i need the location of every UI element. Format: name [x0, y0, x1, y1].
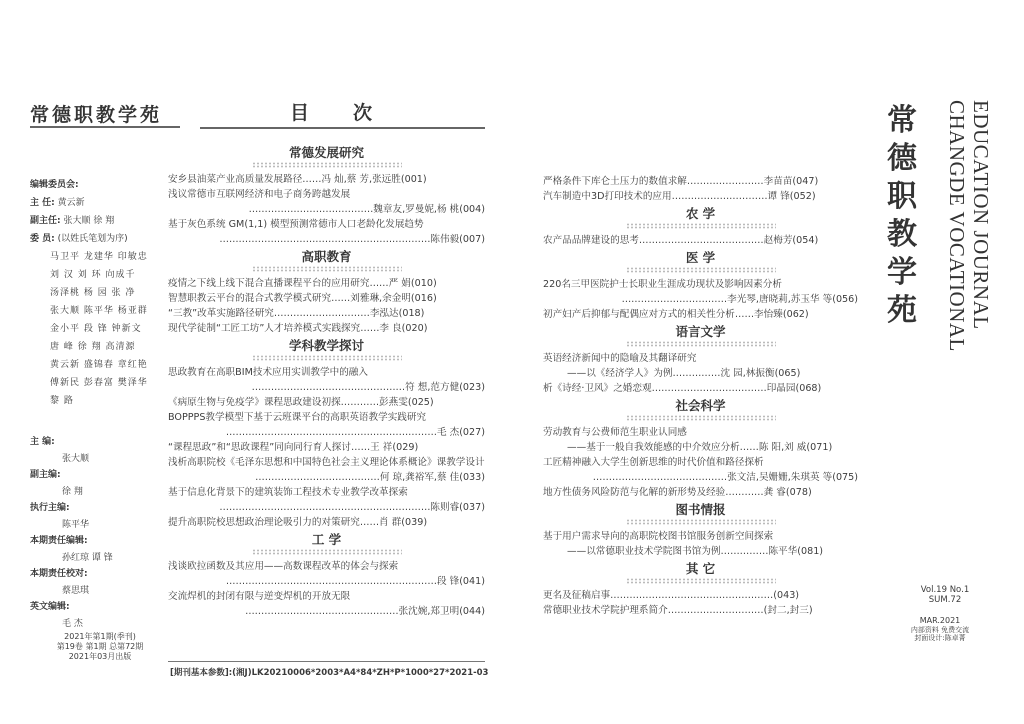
vice-label: 副主任: [30, 216, 61, 226]
toc-entry[interactable]: 基于用户需求导向的高职院校图书馆服务创新空间探索 [543, 531, 774, 542]
member-row: 马卫平 龙建华 印敏忠 [50, 252, 148, 262]
toc-entry[interactable]: 更名及征稿启事……………………………………………(043) [543, 590, 800, 601]
toc-entry[interactable]: …………………………………………张沈婉,郑卫明(044) [245, 606, 485, 617]
deputy-name: 徐 翔 [62, 486, 83, 497]
issue-info [40, 632, 160, 662]
issue-line: 2021年03月出版 [68, 652, 132, 661]
editors [30, 434, 160, 632]
sum-line: SUM.72 [928, 595, 962, 605]
toc-entry[interactable]: “三教”改革实施路径研究…………………………李泓达(018) [168, 308, 425, 319]
section-heading: 社会科学 [675, 398, 726, 413]
toc-entry[interactable]: 工匠精神融入大学生创新思维的时代价值和路径探析 [543, 457, 764, 468]
toc-entry[interactable]: 常德职业技术学院护理系简介…………………………(封二,封三) [543, 605, 813, 616]
section-dotted-rule [252, 549, 402, 555]
member-row: 唐 峰 徐 翔 高清源 [50, 342, 136, 352]
toc-entry[interactable]: 初产妇产后抑郁与配偶应对方式的相关性分析……李怡臻(062) [543, 309, 809, 320]
toc-entry[interactable]: 现代学徒制“工匠工坊”人才培养模式实践探究……李 良(020) [168, 323, 428, 334]
toc-entry[interactable]: 浅议常德市互联网经济和电子商务跨越发展 [168, 189, 351, 200]
member-row: 傅新民 彭春富 樊泽华 [50, 378, 148, 388]
toc-title-char-1: 目 [290, 102, 310, 124]
section-dotted-rule [626, 415, 776, 421]
toc-entry[interactable]: 英语经济新闻中的隐喻及其翻译研究 [543, 353, 697, 364]
section-dotted-rule [252, 162, 402, 168]
toc-title-char-2: 次 [353, 102, 373, 124]
toc-entry[interactable]: 《病原生物与免疫学》课程思政建设初探…………彭燕雯(025) [168, 397, 434, 408]
toc-rule [200, 127, 485, 129]
latin-line-2: EDUCATION JOURNAL [969, 100, 993, 330]
section-heading: 学科教学探讨 [288, 338, 364, 353]
section-dotted-rule [252, 266, 402, 272]
section-dotted-rule [626, 578, 776, 584]
toc-entry[interactable]: …………………………………………………………毛 杰(027) [225, 427, 485, 438]
editor-label: 主 编: [30, 437, 55, 447]
cover-design: 封面设计:陈卓菁 [914, 634, 966, 642]
section-heading: 高职教育 [301, 249, 352, 264]
publication-info [900, 617, 980, 643]
member-row: 金小平 段 锋 钟新文 [50, 324, 142, 334]
toc-entry[interactable]: 汽车制造中3D打印技术的应用…………………………谭 锋(052) [543, 191, 816, 202]
toc-entry[interactable]: …………………………………………………………段 锋(041) [225, 576, 485, 587]
toc-entry[interactable]: ——以常德职业技术学院图书馆为例……………陈平华(081) [567, 546, 824, 557]
vertical-title: 常 德 职 教 学 苑 [887, 103, 917, 328]
issue-line: 2021年第1期(季刊) [64, 632, 136, 641]
toc-column-left [168, 143, 485, 619]
toc-entry[interactable]: 交流焊机的封闭有限与逆变焊机的开放无限 [168, 591, 351, 602]
latin-title [925, 100, 995, 460]
members-note: (以姓氏笔划为序) [57, 234, 128, 244]
toc-entry[interactable]: 基于信息化背景下的建筑装饰工程技术专业教学改革探索 [168, 487, 408, 498]
toc-entry[interactable]: …………………………………………………………陈则睿(037) [219, 502, 485, 513]
toc-column-right [543, 174, 858, 618]
member-row: 刘 汉 刘 环 向成千 [50, 270, 136, 280]
vice-names: 张大顺 徐 翔 [63, 216, 115, 226]
toc-entry[interactable]: 思政教育在高职BIM技术应用实训教学中的融入 [168, 367, 368, 378]
member-row: 黄云新 盛锦春 章红艳 [50, 360, 148, 370]
toc-entry[interactable]: …………………………………何 琼,龚裕军,蔡 佳(033) [255, 472, 485, 483]
issue-editor-label: 本期责任编辑: [30, 536, 88, 546]
editorial-board [30, 176, 160, 410]
toc-entry[interactable]: “课程思政”和“思政课程”同向同行育人探讨……王 祥(029) [168, 442, 419, 453]
committee-label: 编辑委员会: [30, 180, 79, 190]
member-row: 汤泽桃 杨 园 张 净 [50, 288, 136, 298]
toc-entry[interactable]: 220名三甲医院护士长职业生涯成功现状及影响因素分析 [543, 279, 782, 290]
journal-params: [期刊基本参数]:(湘J)LK20210006*2003*A4*84*ZH*P*1000*27*2021-03 [170, 668, 489, 678]
section-dotted-rule [626, 519, 776, 525]
latin-line-1: CHANGDE VOCATIONAL [945, 100, 969, 352]
toc-entry[interactable]: 智慧职教云平台的混合式教学模式研究……刘雅琳,余金明(016) [168, 293, 437, 304]
journal-brand: 常德职教学苑 [30, 104, 163, 126]
toc-entry[interactable]: ……………………………李光琴,唐晓莉,苏玉华 等(056) [621, 294, 858, 305]
exec-name: 陈平华 [62, 519, 90, 530]
brand-rule [30, 126, 180, 128]
chair-label: 主 任: [30, 198, 55, 208]
toc-entry[interactable]: …………………………………魏章友,罗曼妮,杨 桃(004) [248, 204, 485, 215]
toc-entry[interactable]: 劳动教育与公费师范生职业认同感 [543, 427, 687, 438]
toc-entry[interactable]: …………………………………………符 想,范方健(023) [251, 382, 485, 393]
exec-label: 执行主编: [30, 503, 70, 513]
toc-entry[interactable]: ……………………………………张文洁,吴姗姗,朱琪英 等(075) [592, 472, 858, 483]
section-heading: 常德发展研究 [288, 145, 364, 160]
section-heading: 医 学 [685, 250, 716, 265]
pub-note: 内部资料 免费交流 [910, 625, 970, 634]
toc-entry[interactable]: 安乡县油菜产业高质量发展路径……冯 灿,蔡 芳,张远胜(001) [168, 174, 427, 185]
issue-line: 第19卷 第1期 总第72期 [56, 642, 144, 651]
section-heading: 语言文学 [675, 324, 726, 339]
toc-entry[interactable]: BOPPPS教学模型下基于云班课平台的高职英语教学实践研究 [168, 412, 427, 423]
vol-line: Vol.19 No.1 [920, 585, 970, 595]
toc-title [290, 98, 416, 125]
toc-entry[interactable]: 地方性债务风险防范与化解的新形势及经验…………龚 睿(078) [543, 487, 812, 498]
member-row: 张大顺 陈平华 杨亚群 [50, 306, 148, 316]
toc-entry[interactable]: 严格条件下库仑土压力的数值求解……………………李苗苗(047) [543, 176, 819, 187]
section-heading: 图书情报 [675, 502, 726, 517]
member-row: 黎 路 [50, 396, 74, 406]
section-dotted-rule [626, 223, 776, 229]
toc-entry[interactable]: 农产品品牌建设的思考…………………………………赵梅芳(054) [543, 235, 819, 246]
volume-info [910, 585, 980, 605]
english-label: 英文编辑: [30, 602, 70, 612]
section-dotted-rule [626, 267, 776, 273]
toc-entry[interactable]: ——以《经济学人》为例……………沈 园,林振衡(065) [567, 368, 801, 379]
toc-entry[interactable]: …………………………………………………………陈伟毅(007) [219, 234, 485, 245]
section-heading: 农 学 [685, 206, 716, 221]
pub-date: MAR.2021 [919, 616, 961, 625]
toc-entry[interactable]: 析《诗经·卫风》之婚恋观………………………………印晶园(068) [543, 383, 822, 394]
toc-entry[interactable]: 浅谈欧拉函数及其应用——高数课程改革的体会与探索 [168, 561, 399, 572]
toc-entry[interactable]: 提升高职院校思想政治理论吸引力的对策研究……肖 群(039) [168, 517, 428, 528]
section-dotted-rule [252, 355, 402, 361]
section-heading: 工 学 [311, 532, 342, 547]
toc-entry[interactable]: ——基于一般自我效能感的中介效应分析……陈 阳,刘 威(071) [567, 442, 833, 453]
members-label: 委 员: [30, 234, 55, 244]
section-heading: 其 它 [685, 561, 716, 576]
toc-entry[interactable]: 疫情之下线上线下混合直播课程平台的应用研究……严 娟(010) [168, 278, 437, 289]
issue-editor-names: 孙红琼 谭 锋 [62, 552, 113, 563]
section-dotted-rule [626, 341, 776, 347]
english-name: 毛 杰 [62, 618, 83, 629]
toc-entry[interactable]: 基于灰色系统 GM(1,1) 模型预测常德市人口老龄化发展趋势 [168, 219, 424, 230]
editor-name: 张大顺 [62, 453, 90, 464]
param-rule [168, 661, 485, 662]
chair-name: 黄云新 [57, 198, 85, 208]
proof-label: 本期责任校对: [30, 569, 88, 579]
proof-name: 蔡思琪 [62, 585, 90, 596]
deputy-label: 副主编: [30, 470, 61, 480]
toc-entry[interactable]: 浅析高职院校《毛泽东思想和中国特色社会主义理论体系概论》课教学设计 [168, 457, 485, 468]
